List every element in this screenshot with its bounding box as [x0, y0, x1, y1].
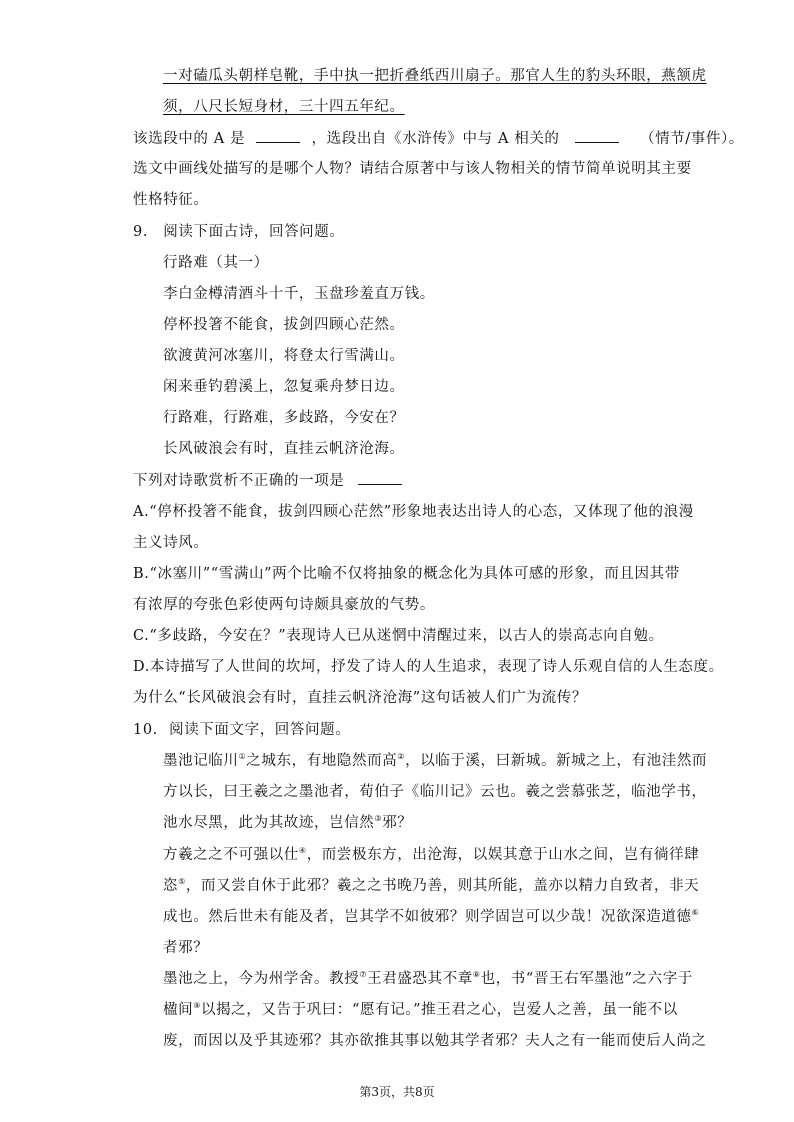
q10-passage-line: [163, 969, 693, 989]
footnote-mark: ④: [298, 846, 307, 856]
q9-choice-blank[interactable]: [358, 470, 402, 485]
q8-question-line-1: 选文中画线处描写的是哪个人物？请结合原著中与该人物相关的情节简单说明其主要: [133, 161, 692, 177]
q9-option-d: D.本诗描写了人世间的坎坷，抒发了诗人的人生追求，表现了诗人乐观自信的人生态度。: [133, 659, 724, 675]
q10-passage-line: 废，而因以及乎其迹邪？其亦欲推其事以勉其学者邪？夫人之有一能而使后人尚之: [163, 1033, 707, 1049]
q8-fill-blank-line: [133, 128, 744, 149]
footnote-mark: ⑨: [193, 1001, 201, 1011]
q9-poem-line: 欲渡黄河冰塞川，将登太行雪满山。: [163, 348, 405, 364]
text-run: 以揭之，又告于巩曰：“愿有记。”推王君之心，岂爱人之善，虽一能不以: [200, 1002, 678, 1018]
q8-underlined-line-1: 一对磕瓜头朝样皂靴，手中执一把折叠纸西川扇子。那官人生的豹头环眼，燕颔虎: [163, 68, 707, 84]
text-run: 之城东，有地隐然而高: [246, 753, 398, 769]
q9-question-2: 为什么“长风破浪会有时，直挂云帆济沧海”这句话被人们广为流传？: [133, 690, 587, 706]
text-run: 王君盛恐其不章: [367, 971, 473, 987]
q9-choice-prompt: 下列对诗歌赏析不正确的一项是: [133, 473, 345, 489]
text-run: 楹间: [163, 1002, 194, 1018]
footnote-mark: ②: [397, 752, 406, 762]
q10-passage-line: [163, 1000, 678, 1020]
q9-option-c: C.“多歧路，今安在？”表现诗人已从迷惘中清醒过来，以古人的崇高志向自勉。: [133, 628, 664, 644]
q10-heading: [133, 720, 350, 740]
text-run: 恣: [163, 878, 179, 894]
text-run: 方羲之之不可强以仕: [163, 847, 299, 863]
q10-passage-line: [163, 907, 699, 927]
footnote-mark: ⑥: [691, 908, 700, 918]
q8-fill-part-c: （情节/事件）。: [639, 131, 744, 147]
q8-blank-a[interactable]: [256, 128, 300, 143]
text-run: ，而又尝自休于此邪？羲之之书晚乃善，则其所能，盖亦以精力自致者，非天: [185, 878, 700, 894]
q10-passage-line: [163, 845, 699, 865]
q9-poem-line: 行路难，行路难，多歧路，今安在？: [163, 410, 405, 426]
q10-prompt: 阅读下面文字，回答问题。: [169, 722, 351, 738]
q8-question-line-2: 性格特征。: [133, 192, 209, 208]
q9-option-a-line-1: A.“停杯投箸不能食，拔剑四顾心茫然”形象地表达出诗人的心态，又体现了他的浪漫: [133, 504, 694, 520]
q9-poem-line: 停杯投箸不能食，拔剑四顾心茫然。: [163, 317, 405, 333]
text-run: 墨池记临川: [163, 753, 239, 769]
q10-passage-line: [163, 751, 707, 771]
q9-poem-line: 闲来垂钓碧溪上，忽复乘舟梦日边。: [163, 379, 405, 395]
footnote-mark: ③: [374, 814, 383, 824]
q8-fill-part-a: 该选段中的 A 是: [133, 131, 246, 147]
q9-prompt: 阅读下面古诗，回答问题。: [163, 224, 345, 240]
q9-option-b-line-1: B.“冰塞川”“雪满山”两个比喻不仅将抽象的概念化为具体可感的形象，而且因其带: [133, 566, 680, 582]
text-run: ，而尝极东方，出沧海，以娱其意于山水之间，岂有徜徉肆: [306, 847, 700, 863]
text-run: 也，书“晋王右军墨池”之六字于: [480, 971, 693, 987]
text-run: ，以临于溪，曰新城。新城之上，有池洼然而: [405, 753, 708, 769]
q8-fill-part-b: ，选段出自《水浒传》中与 A 相关的: [311, 131, 560, 147]
q9-poem-title: 行路难（其一）: [163, 255, 269, 271]
q10-passage-line: [163, 813, 412, 833]
q9-option-a-line-2: 主义诗风。: [133, 535, 209, 551]
text-run: 成也。然后世未有能及者，岂其学不如彼邪？则学固岂可以少哉！况欲深造道德: [163, 909, 692, 925]
footnote-mark: ⑦: [359, 970, 368, 980]
q10-passage-line: 方以长，曰王羲之之墨池者，荀伯子《临川记》云也。羲之尝慕张芝，临池学书，: [163, 784, 707, 800]
text-run: 池水尽黑，此为其故迹，岂信然: [163, 815, 375, 831]
footnote-mark: ①: [238, 752, 247, 762]
q9-poem-line: 李白金樽清酒斗十千，玉盘珍羞直万钱。: [163, 286, 435, 302]
q9-option-b-line-2: 有浓厚的夸张色彩使两句诗颇具豪放的气势。: [133, 597, 435, 613]
q10-passage-line: [163, 876, 699, 896]
text-run: 邪？: [382, 815, 413, 831]
page-footer: 第3页，共8页: [359, 1085, 435, 1099]
q10-number: 10.: [133, 722, 158, 738]
q8-underlined-line-2: 须，八尺长短身材，三十四五年纪。: [163, 99, 405, 115]
q10-passage-line: 者邪？: [163, 940, 209, 956]
q8-blank-b[interactable]: [575, 128, 619, 143]
q9-heading: [133, 222, 344, 242]
q9-poem-line: 长风破浪会有时，直挂云帆济沧海。: [163, 441, 405, 457]
footnote-mark: ⑧: [472, 970, 481, 980]
q9-choice-prompt-line: [133, 470, 402, 491]
text-run: 墨池之上，今为州学舍。教授: [163, 971, 360, 987]
footnote-mark: ⑤: [178, 877, 186, 887]
q9-number: 9.: [133, 224, 149, 240]
